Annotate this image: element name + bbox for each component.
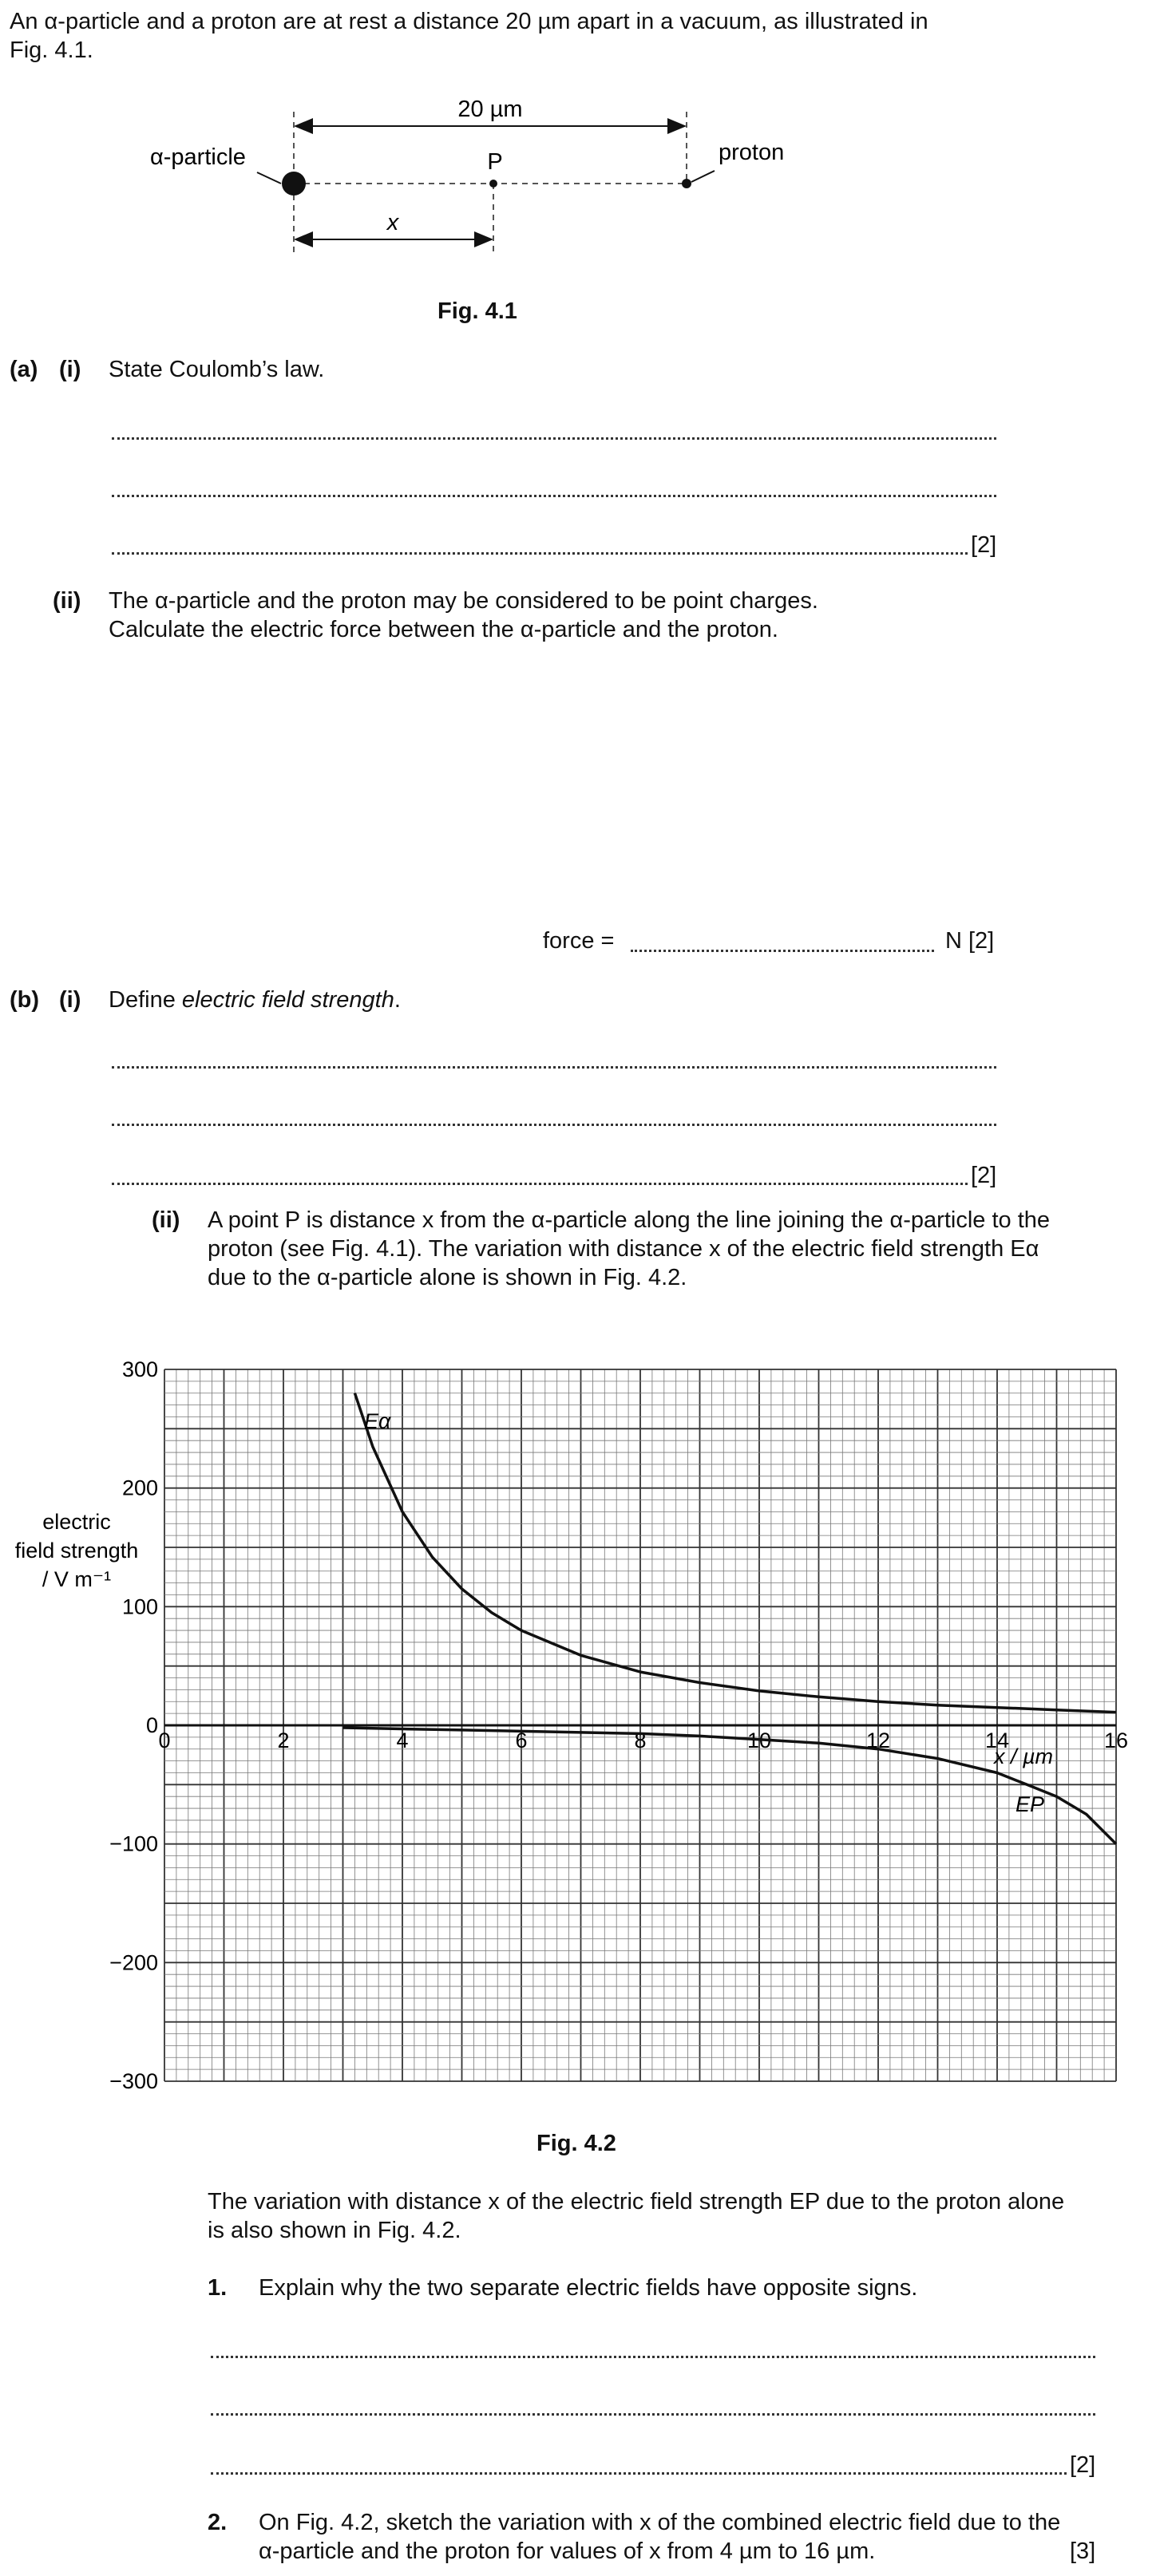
point-p-label: P <box>487 149 503 175</box>
part-a-i-question: State Coulomb’s law. <box>109 357 325 382</box>
y-axis-label-line-1: electric <box>42 1510 111 1534</box>
x-tick-label: 12 <box>865 1729 891 1752</box>
part-b-ii-line-3: due to the α-particle alone is shown in Fig. 4.2. <box>208 1265 687 1290</box>
answer-line-b-i-3[interactable] <box>112 1183 968 1185</box>
part-a-i-marks: [2] <box>971 532 997 558</box>
ep-description-line-2: is also shown in Fig. 4.2. <box>208 2218 461 2243</box>
x-tick-label: 2 <box>277 1729 290 1752</box>
point-p-dot <box>489 180 497 188</box>
q2-label: 2. <box>208 2510 228 2535</box>
y-axis-label-line-3: / V m⁻¹ <box>42 1567 112 1591</box>
fig-4-2-caption: Fig. 4.2 <box>536 2131 616 2156</box>
answer-line-q1-2[interactable] <box>211 2413 1095 2416</box>
alpha-leader <box>257 172 281 184</box>
answer-line-b-i-1[interactable] <box>112 1066 996 1069</box>
y-tick-label: −300 <box>109 2069 158 2093</box>
part-a-ii-line-1: The α-particle and the proton may be considered to be point charges. <box>109 588 818 614</box>
y-tick-label: −100 <box>109 1831 158 1856</box>
part-b-i-label: (i) <box>59 987 81 1013</box>
part-a-label: (a) <box>10 357 38 382</box>
answer-line-q1-1[interactable] <box>211 2356 1095 2358</box>
distance-label: 20 µm <box>457 97 523 122</box>
answer-line-a-i-3[interactable] <box>112 552 968 555</box>
x-tick-label: 10 <box>746 1729 772 1752</box>
ep-description-line-1: The variation with distance x of the electric field strength EP due to the proton alone <box>208 2189 1065 2214</box>
force-answer-line[interactable] <box>631 950 934 952</box>
x-tick-label: 0 <box>158 1729 171 1752</box>
x-tick-label: 16 <box>1103 1729 1129 1752</box>
figure-4-2-chart <box>0 1341 1160 2107</box>
y-tick-label: 0 <box>145 1713 158 1737</box>
x-tick-label: 4 <box>396 1729 409 1752</box>
answer-line-a-i-2[interactable] <box>112 495 996 497</box>
part-a-ii-line-2: Calculate the electric force between the α-particle and the proton. <box>109 617 778 642</box>
part-a-i-label: (i) <box>59 357 81 382</box>
x-label: x <box>386 210 399 235</box>
alpha-particle-label: α-particle <box>150 144 246 170</box>
proton-dot <box>682 179 691 188</box>
intro-line-2: Fig. 4.1. <box>10 38 93 63</box>
part-a-ii-label: (ii) <box>53 588 81 614</box>
part-b-i-marks: [2] <box>971 1163 997 1188</box>
series-label-e-p: EP <box>1015 1792 1045 1816</box>
y-tick-label: 200 <box>121 1476 158 1500</box>
q2-line-1: On Fig. 4.2, sketch the variation with x of the combined electric field due to the <box>259 2510 1061 2535</box>
part-b-label: (b) <box>10 987 40 1013</box>
q2-marks: [3] <box>1070 2538 1096 2564</box>
answer-line-q1-3[interactable] <box>211 2472 1067 2475</box>
intro-line-1: An α-particle and a proton are at rest a distance 20 µm apart in a vacuum, as illustrated in <box>10 9 928 34</box>
x-tick-label: 8 <box>634 1729 647 1752</box>
proton-label: proton <box>719 140 785 165</box>
part-b-ii-line-2: proton (see Fig. 4.1). The variation with distance x of the electric field strength Eα <box>208 1236 1039 1262</box>
x-tick-label: 6 <box>515 1729 528 1752</box>
x-axis-label: x / µm <box>993 1744 1054 1768</box>
y-axis-label-line-2: field strength <box>14 1539 139 1563</box>
force-answer-prefix: force = <box>543 928 615 954</box>
fig-4-1-caption: Fig. 4.1 <box>437 298 517 324</box>
part-b-i-question: Define electric field strength. <box>109 987 401 1013</box>
y-tick-label: 100 <box>121 1594 158 1619</box>
q1-question: Explain why the two separate electric fields have opposite signs. <box>259 2275 918 2301</box>
alpha-particle-dot <box>282 172 306 196</box>
x-tick-label: 14 <box>984 1729 1010 1752</box>
proton-leader <box>691 171 715 182</box>
q1-marks: [2] <box>1070 2452 1096 2478</box>
part-b-ii-line-1: A point P is distance x from the α-particle along the line joining the α-particle to the <box>208 1207 1051 1233</box>
y-tick-label: 300 <box>121 1357 158 1381</box>
q1-label: 1. <box>208 2275 228 2301</box>
q2-line-2: α-particle and the proton for values of x from 4 µm to 16 µm. <box>259 2538 876 2564</box>
force-answer-suffix: N [2] <box>945 928 995 954</box>
series-label-e-alpha: Eα <box>364 1409 391 1433</box>
figure-4-1 <box>0 80 1160 351</box>
answer-line-a-i-1[interactable] <box>112 437 996 440</box>
answer-line-b-i-2[interactable] <box>112 1124 996 1126</box>
part-b-ii-label: (ii) <box>152 1207 180 1233</box>
y-tick-label: −200 <box>109 1950 158 1975</box>
